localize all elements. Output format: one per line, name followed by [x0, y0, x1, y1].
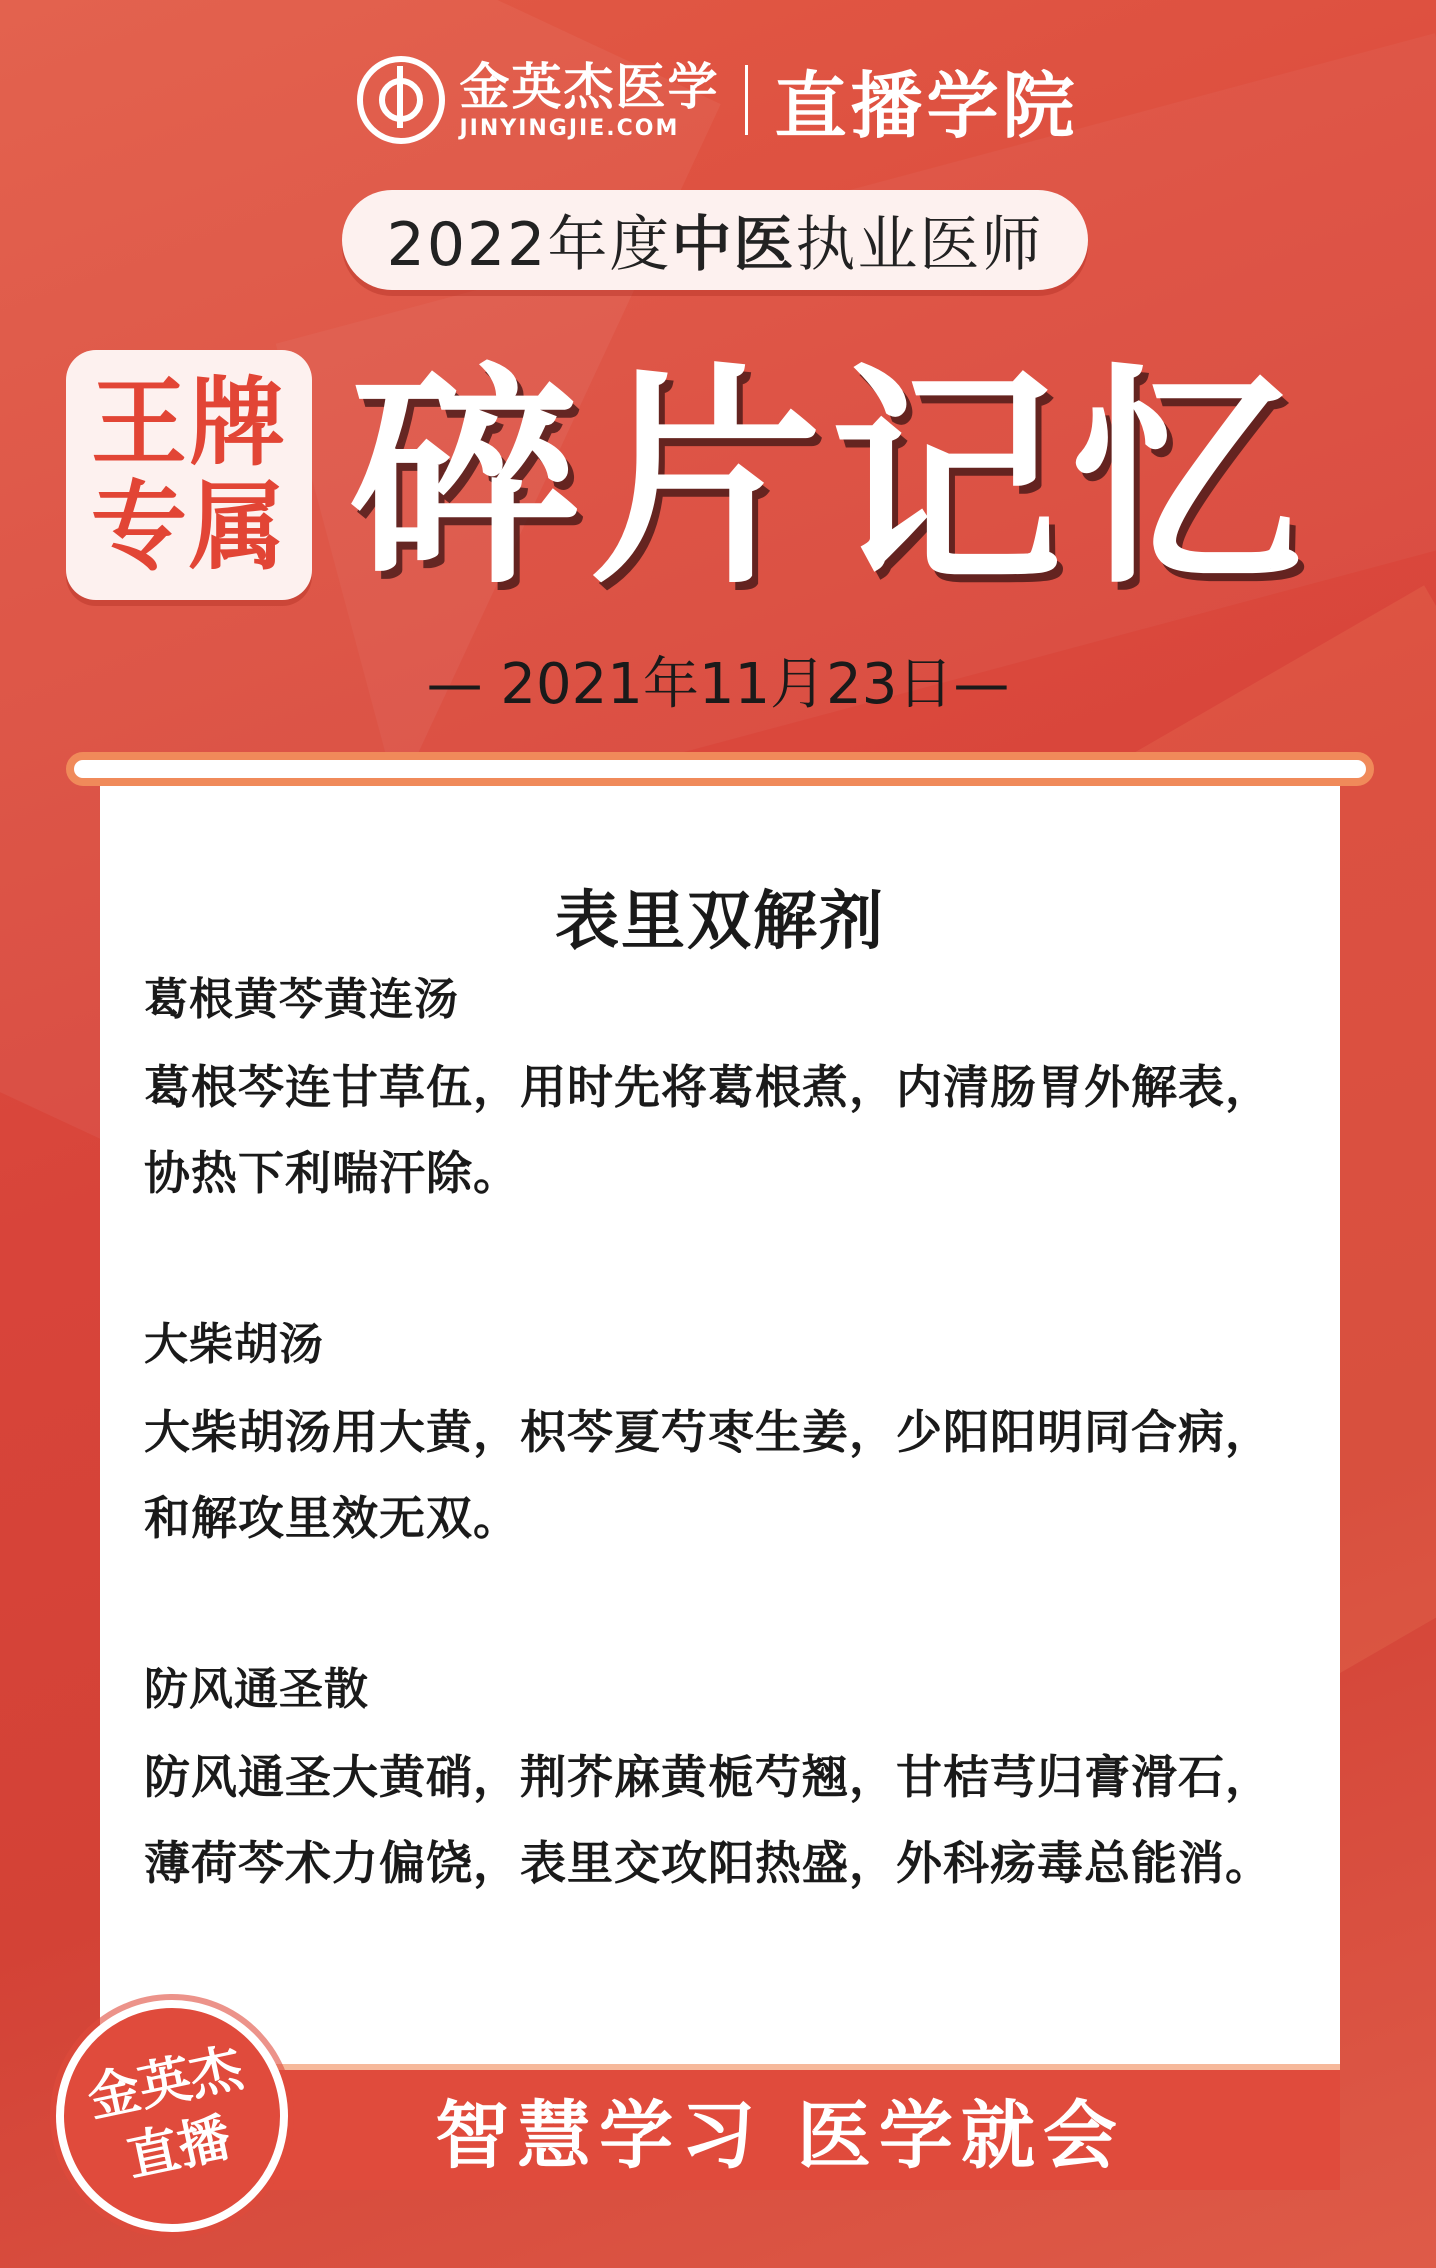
logo-english-name: JINYINGJIE.COM — [459, 116, 680, 141]
verse-line: 大柴胡汤用大黄，枳芩夏芍枣生姜，少阳阳明同合病， — [144, 1405, 1272, 1459]
formula-verse — [144, 1734, 1324, 1906]
content-card — [100, 770, 1340, 2190]
verse-line: 薄荷芩术力偏饶，表里交攻阳热盛，外科疡毒总能消。 — [144, 1836, 1272, 1890]
brand-divider — [745, 65, 748, 135]
main-title: 碎片记忆 — [350, 345, 1311, 615]
exclusive-badge — [66, 350, 312, 600]
academy-name: 直播学院 — [774, 64, 1079, 148]
formula-name: 葛根黄芩黄连汤 — [144, 974, 459, 1025]
scroll-rod — [66, 752, 1374, 786]
logo — [357, 56, 719, 144]
stamp-text: 金英杰直播 — [82, 2038, 248, 2189]
brand-header — [0, 50, 1436, 150]
date-text: — 2021年11月23日— — [426, 652, 1010, 717]
formula-name: 防风通圣散 — [144, 1664, 369, 1715]
badge-text: 王牌专属 — [91, 367, 287, 583]
subtitle-year: 2022年度 — [386, 210, 672, 280]
logo-emblem-icon — [357, 56, 445, 144]
verse-line: 和解攻里效无双。 — [144, 1491, 520, 1545]
card-heading: 表里双解剂 — [555, 885, 885, 959]
formula-section — [144, 970, 1324, 1216]
subtitle-field: 中医 — [671, 210, 796, 280]
formula-verse — [144, 1389, 1324, 1561]
verse-line: 防风通圣大黄硝，荆芥麻黄栀芍翘，甘桔芎归膏滑石， — [144, 1750, 1272, 1804]
logo-chinese-name: 金英杰医学 — [459, 58, 720, 116]
logo-text — [459, 58, 719, 142]
subtitle-exam: 执业医师 — [795, 210, 1044, 280]
formula-section — [144, 1660, 1324, 1906]
slogan: 智慧学习 医学就会 — [435, 2093, 1125, 2179]
formula-name: 大柴胡汤 — [144, 1319, 324, 1370]
exam-subtitle-pill — [342, 190, 1088, 290]
formula-section — [144, 1315, 1324, 1561]
formula-verse — [144, 1044, 1324, 1216]
verse-line: 葛根芩连甘草伍，用时先将葛根煮，内清肠胃外解表， — [144, 1060, 1272, 1114]
date-line — [0, 640, 1436, 720]
verse-line: 协热下利喘汗除。 — [144, 1146, 520, 1200]
